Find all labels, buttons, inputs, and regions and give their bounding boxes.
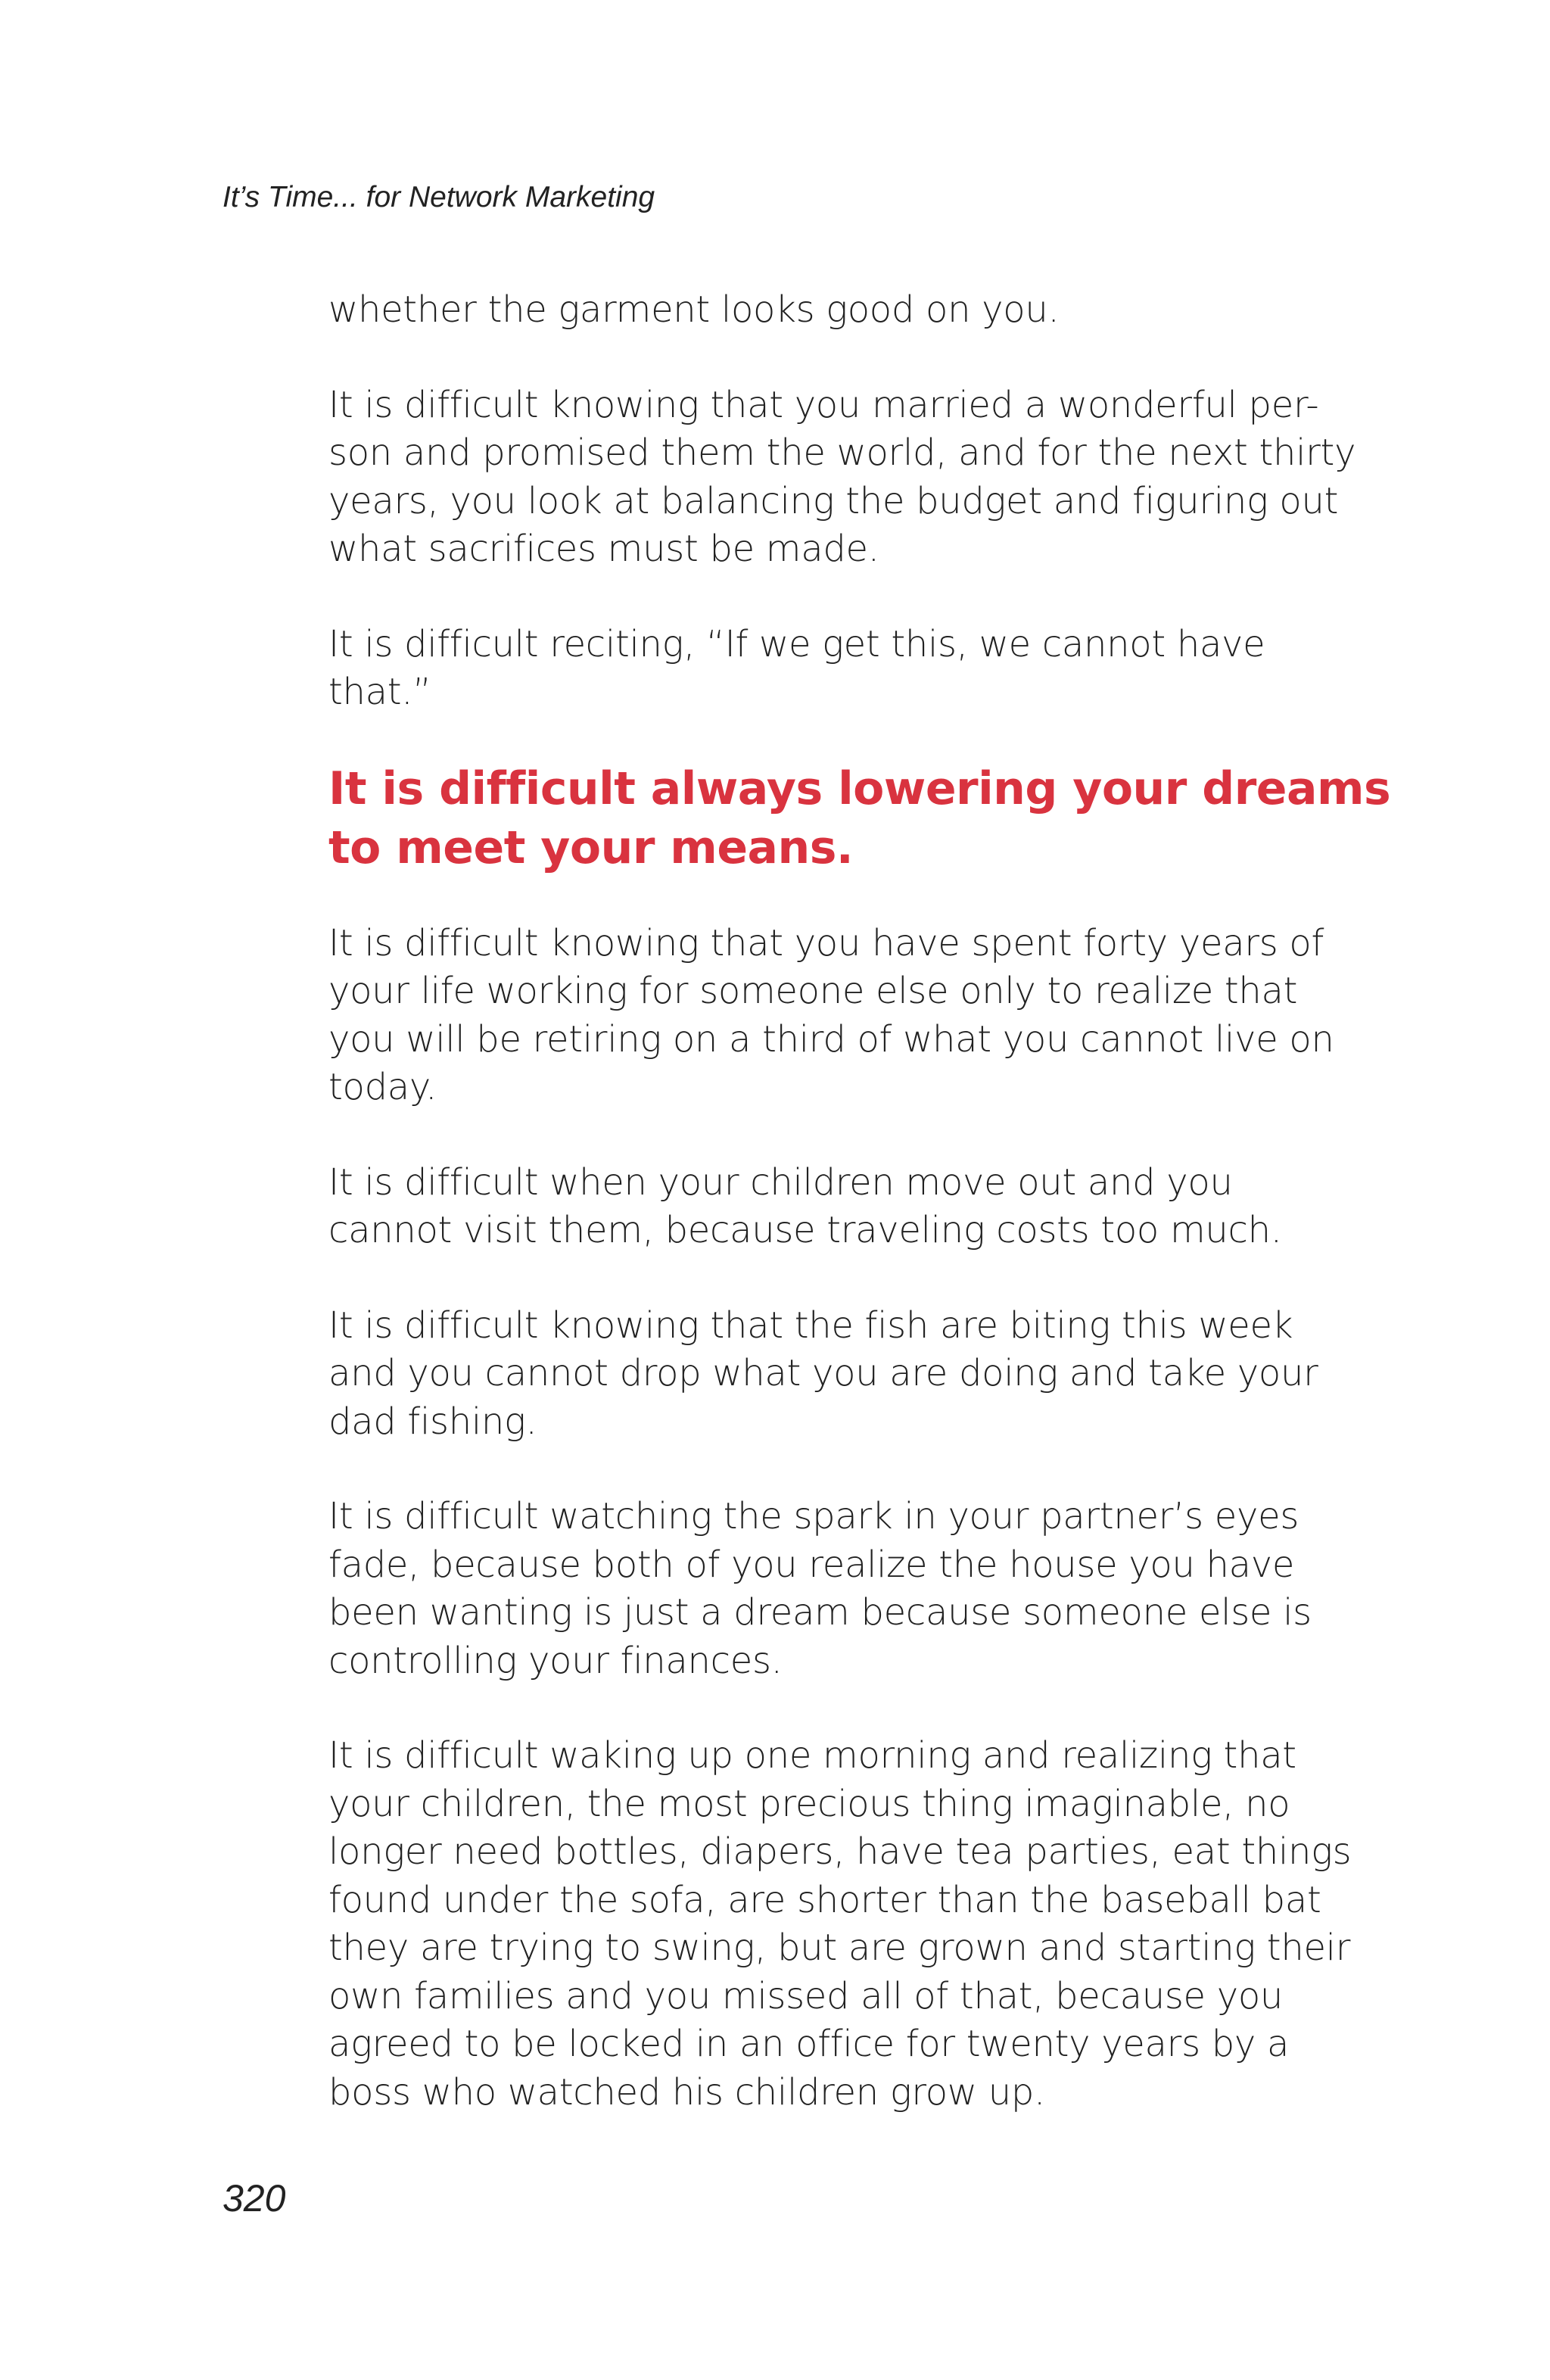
paragraph-line: agreed to be locked in an office for twenty years by a xyxy=(328,2023,1290,2065)
pull-quote-line: It is difficult always lowering your dreams xyxy=(328,762,1391,815)
paragraph xyxy=(328,920,1343,1112)
paragraph-line: son and promised them the world, and for the next thirty xyxy=(328,431,1356,474)
paragraph-line: It is difficult knowing that the fish are biting this week xyxy=(328,1304,1293,1347)
paragraph-line: your life working for someone else only to realize that xyxy=(328,970,1298,1012)
paragraph-line: and you cannot drop what you are doing and take your xyxy=(328,1352,1318,1394)
paragraph-line: cannot visit them, because traveling costs too much. xyxy=(328,1209,1282,1251)
page-body xyxy=(328,286,1391,2163)
paragraph-line: It is difficult watching the spark in your partner’s eyes xyxy=(328,1495,1299,1537)
paragraph xyxy=(328,1302,1343,1447)
paragraph-line: It is difficult reciting, “If we get this, we cannot have xyxy=(328,622,1265,665)
page-number: 320 xyxy=(223,2177,286,2220)
paragraph-line: that.” xyxy=(328,671,431,713)
paragraph-line: years, you look at balancing the budget and figuring out xyxy=(328,479,1339,522)
pull-quote-line: to meet your means. xyxy=(328,821,854,874)
paragraph-line: what sacrifices must be made. xyxy=(328,528,879,570)
paragraph xyxy=(328,1159,1343,1255)
running-head: It’s Time... for Network Marketing xyxy=(223,181,655,213)
paragraph-line: they are trying to swing, but are grown and starting their xyxy=(328,1927,1351,1969)
paragraph-line: It is difficult when your children move out and you xyxy=(328,1160,1233,1204)
paragraph-line: today. xyxy=(328,1066,437,1108)
paragraph-line: been wanting is just a dream because someone else is xyxy=(328,1591,1312,1634)
paragraph xyxy=(328,1493,1343,1685)
paragraph xyxy=(328,382,1356,574)
paragraph-line: you will be retiring on a third of what you cannot live on xyxy=(328,1017,1334,1061)
paragraph-line: It is difficult waking up one morning and realizing that xyxy=(328,1734,1296,1777)
paragraph xyxy=(328,1732,1352,2117)
paragraph-line: found under the sofa, are shorter than the baseball bat xyxy=(328,1878,1321,1921)
paragraph-line: own families and you missed all of that, because you xyxy=(328,1974,1284,2017)
paragraph-line: longer need bottles, diapers, have tea parties, eat things xyxy=(328,1830,1352,1873)
pull-quote xyxy=(328,759,1391,877)
paragraph xyxy=(328,621,1343,717)
paragraph xyxy=(328,286,1343,335)
paragraph-line: dad fishing. xyxy=(328,1400,537,1443)
paragraph-line: It is difficult knowing that you have spent forty years of xyxy=(328,921,1324,964)
paragraph-line: fade, because both of you realize the house you have xyxy=(328,1543,1295,1586)
paragraph-line: whether the garment looks good on you. xyxy=(328,288,1060,331)
paragraph-line: controlling your finances. xyxy=(328,1639,783,1682)
paragraph-line: It is difficult knowing that you married a wonderful per- xyxy=(328,383,1319,426)
paragraph-line: boss who watched his children grow up. xyxy=(328,2070,1045,2114)
paragraph-line: your children, the most precious thing imaginable, no xyxy=(328,1782,1290,1825)
